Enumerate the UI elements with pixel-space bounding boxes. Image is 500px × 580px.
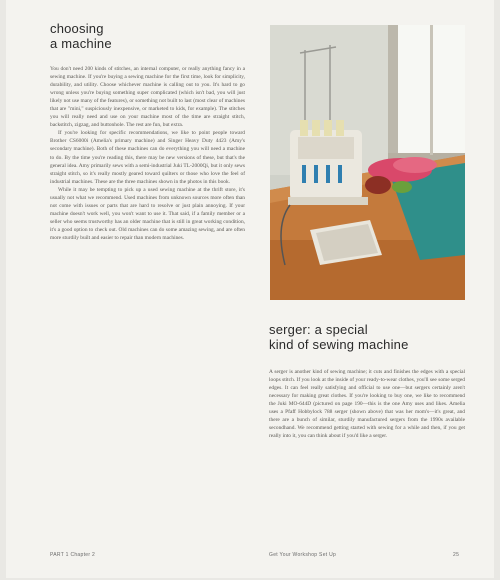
right-column-text — [269, 368, 465, 440]
section-heading-serger — [269, 322, 409, 352]
book-page — [6, 0, 494, 578]
paragraph: While it may be tempting to pick up a used sewing machine at the thrift store, it's usually not what we recommend. Used machines from unknown sources more often than not come with issues or parts that are hard to resolve or just plain annoying. If your machine doesn't work well, you won't want to use it. That said, if a family member or a seller who seems trustworthy has an older machine that is still in great working condition, it's a good option to check out. Old machines can do some amazing sewing, and are often more sturdily built and easier to repair than modern machines. — [50, 186, 245, 241]
section-heading-choosing-a-machine — [50, 21, 112, 51]
pincushion — [392, 181, 412, 193]
footer-part-label: PART 1 Chapter 2 — [50, 552, 96, 558]
serger-bed — [288, 197, 368, 205]
paragraph: A serger is another kind of sewing machine; it cuts and finishes the edges with a special loops stitch. If you look at the inside of your ready-to-wear clothes, you'll see some serged edges. It can feel really satisfying and official to use one—but sergers certainly aren't necessary for making great clothes. If you're looking to buy one, we like to recommend the Juki MO-644D (pictured on page 190—this is the one Amy uses and likes. Amelia uses a Pfaff Hobbylock 788 serger (shown above) that was her mom's—it's great, and there are a bunch of similar, sturdily manufactured sergers from the 1990s available secondhand. We recommend getting started with sewing for a while and then, if you get really into it, you can think about if you'd like a serger. — [269, 369, 465, 440]
serger-panel — [298, 137, 354, 159]
heading-line: a machine — [50, 36, 112, 51]
window-frame — [388, 25, 398, 175]
window-mullion — [430, 25, 433, 155]
thread-cone — [324, 120, 332, 136]
paragraph: If you're looking for specific recommendations, we like to point people toward Brother CS6000i (Amelia's primary machine) and Singer Heavy Duty 4423 (Amy's secondary machine). Both of these machines can do everything you will need a machine to do. By the time you're reading this, there may be new versions of these, but that's the general idea. Amy primarily sews with a semi-industrial Juki TL-2000Qi, but it only sews straight stitch, so it's really mostly geared toward quilters or those who love the feel of industrial machines. These are the three machines shown in the photos in this book. — [50, 130, 245, 185]
serger-photo-illustration — [270, 25, 465, 300]
thread-bowl — [365, 176, 391, 194]
tension-dial — [314, 165, 318, 183]
paragraph: You don't need 200 kinds of stitches, an internal computer, or really anything fancy in a sewing machine. If you're buying a sewing machine for the first time, look for simplicity, durability, and utility. Choose whichever machine is calling out to you. It's hard to go wrong unless you're buying something super complicated (which isn't bad, you will just likely not use many of the features), or something not built to last (most clear of machines that are "mini," suspiciously inexpensive, or marketed to kids, for example). The stitches you will really need and use on your machine most of the time are straight stitch, backstitch, zigzag, and buttonhole. The rest are fun, but extra. — [50, 66, 245, 129]
tension-dial — [326, 165, 330, 183]
heading-line: kind of sewing machine — [269, 337, 409, 352]
thread-cone — [336, 120, 344, 136]
fabric-pile-top — [393, 157, 437, 173]
thread-cone — [312, 120, 320, 136]
serger-photo — [270, 25, 465, 300]
left-column-text — [50, 65, 245, 242]
heading-line: choosing — [50, 21, 104, 36]
footer-chapter-title: Get Your Workshop Set Up — [269, 552, 337, 558]
tension-dial — [302, 165, 306, 183]
thread-cone — [300, 120, 308, 136]
tension-dial — [338, 165, 342, 183]
page-number: 25 — [453, 552, 460, 558]
heading-line: serger: a special — [269, 322, 368, 337]
